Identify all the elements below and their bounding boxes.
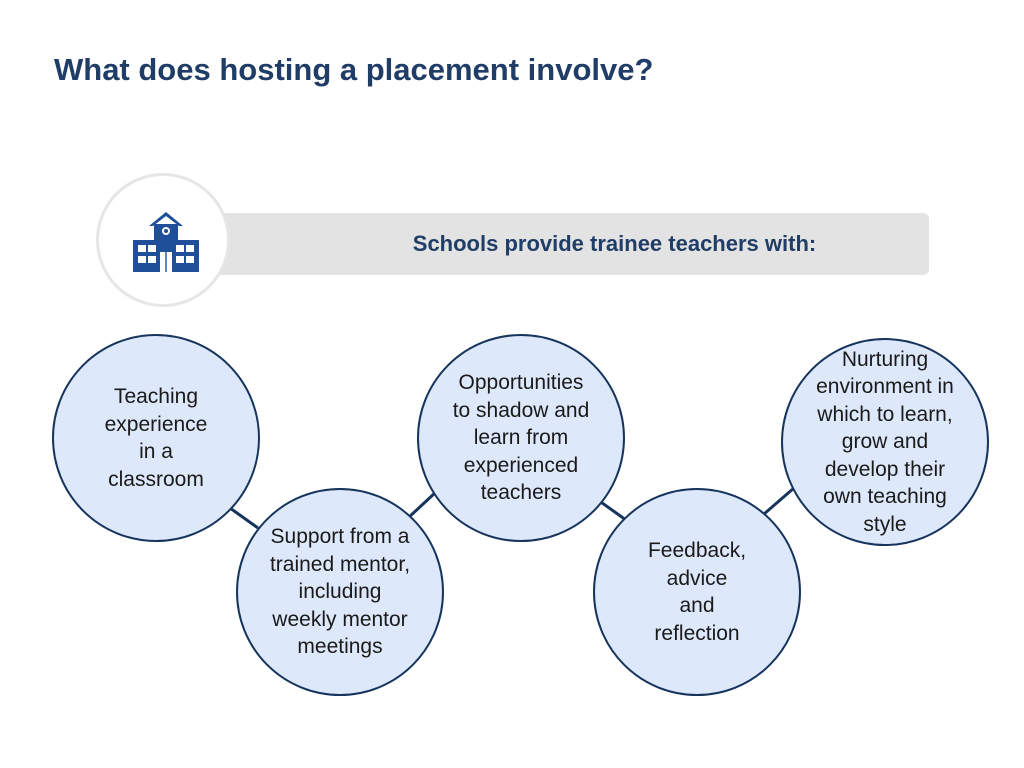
node-shadow-opportunities (417, 334, 625, 542)
node-label: Feedback, advice and reflection (647, 539, 747, 645)
node-label: Support from a trained mentor, including weekly mentor meetings (269, 525, 411, 659)
node-label: Teaching experience in a classroom (104, 385, 208, 491)
node-label: Opportunities to shadow and learn from experienced teachers (452, 371, 590, 505)
connector-line (230, 508, 258, 528)
connector-line (764, 488, 794, 514)
connector-line (408, 492, 436, 518)
node-feedback (593, 488, 801, 696)
banner-text: Schools provide trainee teachers with: (412, 231, 817, 256)
node-mentor-support (236, 488, 444, 696)
page-title: What does hosting a placement involve? (54, 52, 654, 87)
node-nurturing-environment (781, 338, 989, 546)
node-teaching-experience (52, 334, 260, 542)
node-label: Nurturing environment in which to learn, grow and develop their own teaching style (816, 347, 954, 536)
connector-line (598, 500, 626, 520)
